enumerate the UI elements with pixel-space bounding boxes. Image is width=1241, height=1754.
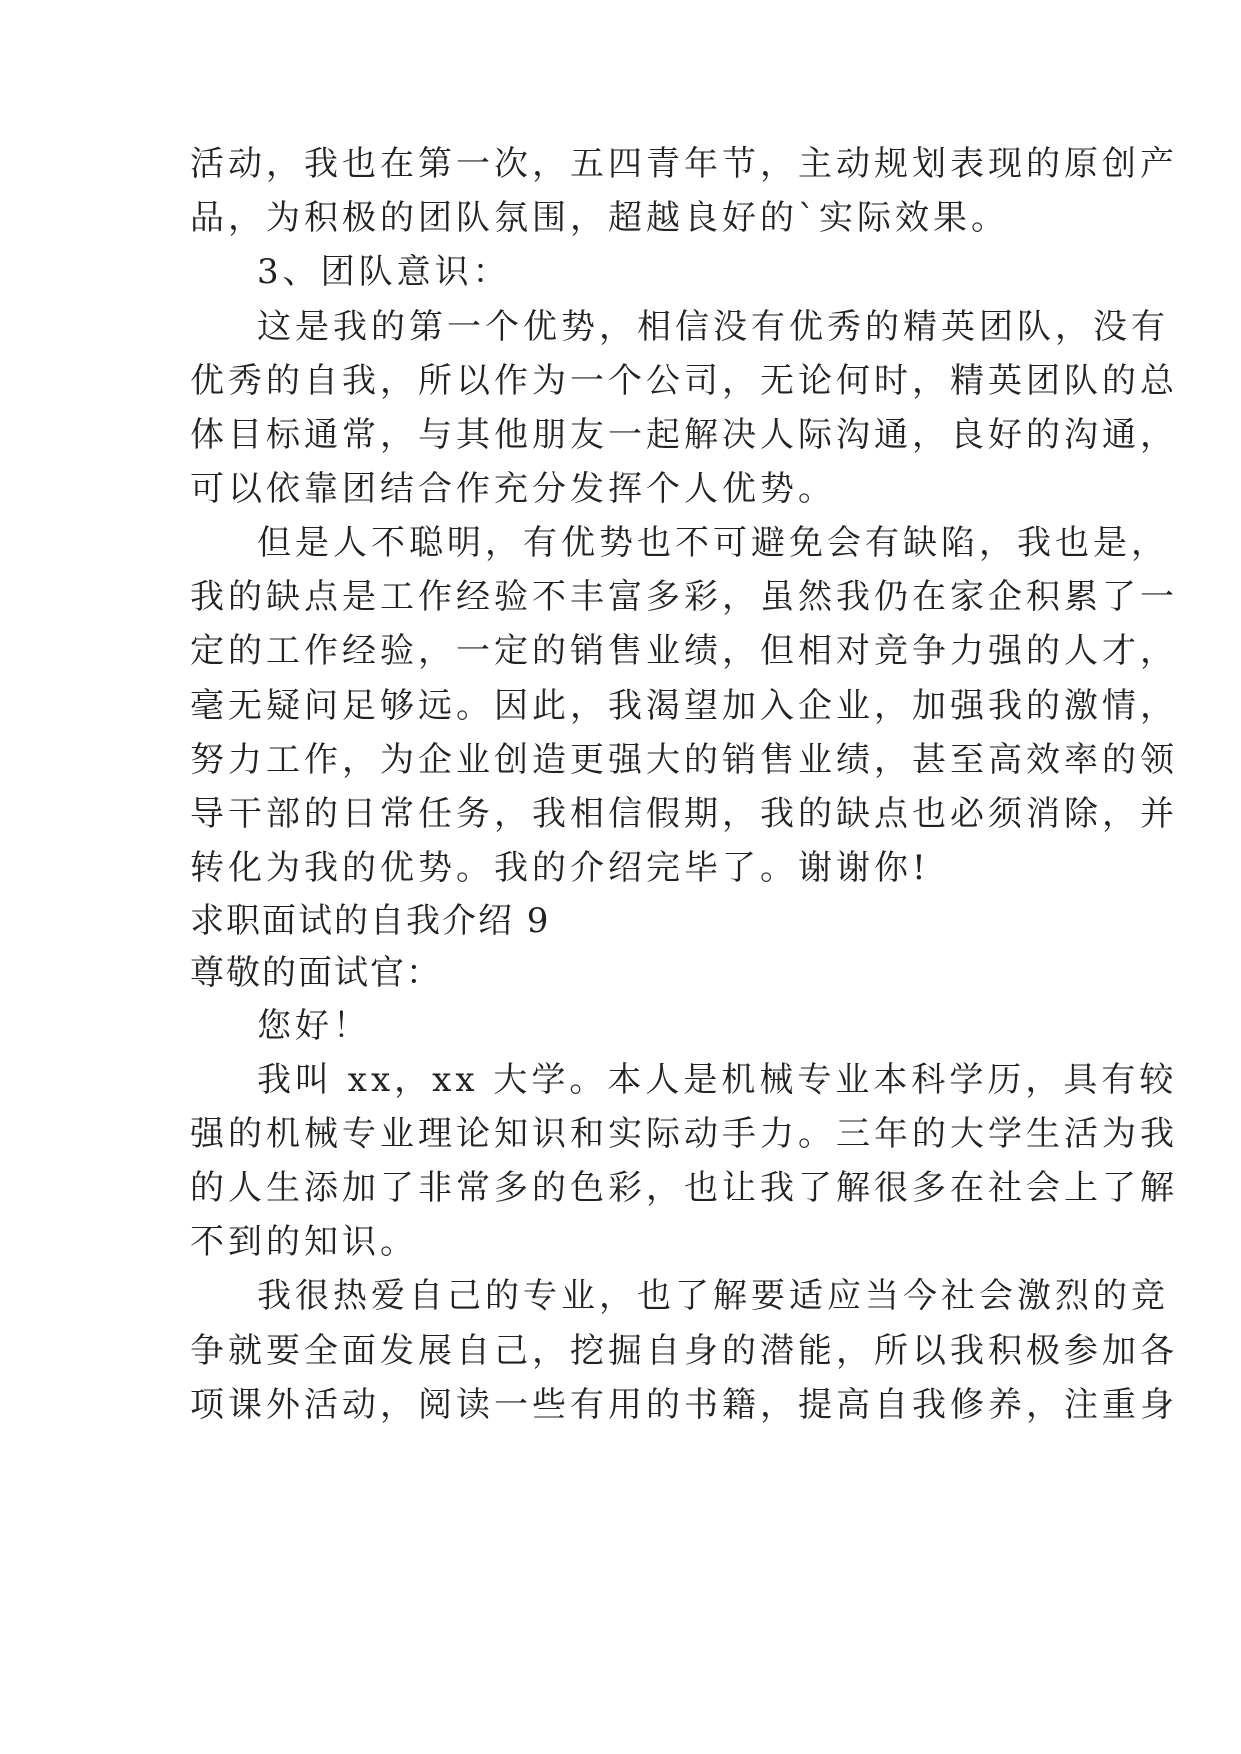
- body-text-line: 强的机械专业理论知识和实际动手力。三年的大学生活为我: [190, 1114, 1178, 1154]
- body-text-line: 的人生添加了非常多的色彩，也让我了解很多在社会上了解: [190, 1168, 1178, 1208]
- body-text-line: 品，为积极的团队氛围，超越良好的`实际效果。: [190, 198, 1009, 238]
- body-text-line: 我很热爱自己的专业，也了解要适应当今社会激烈的竞: [257, 1276, 1169, 1316]
- body-text-line: 项课外活动，阅读一些有用的书籍，提高自我修养，注重身: [190, 1385, 1178, 1425]
- body-text-line: 优秀的自我，所以作为一个公司，无论何时，精英团队的总: [190, 361, 1178, 401]
- body-text-line: 定的工作经验，一定的销售业绩，但相对竞争力强的人才，: [190, 631, 1178, 671]
- body-text-line: 毫无疑问足够远。因此，我渴望加入企业，加强我的激情，: [190, 686, 1178, 726]
- document-title: 求职面试的自我介绍 9: [190, 901, 551, 941]
- body-text-line: 但是人不聪明，有优势也不可避免会有缺陷，我也是，: [257, 523, 1169, 563]
- greeting: 您好！: [257, 1006, 371, 1046]
- section-heading: 3、团队意识：: [257, 252, 511, 292]
- salutation: 尊敬的面试官：: [190, 953, 442, 993]
- body-text-line: 我的缺点是工作经验不丰富多彩，虽然我仍在家企积累了一: [190, 577, 1178, 617]
- body-text-line: 这是我的第一个优势，相信没有优秀的精英团队，没有: [257, 307, 1169, 347]
- body-text-line: 导干部的日常任务，我相信假期，我的缺点也必须消除，并: [190, 794, 1178, 834]
- body-text-line: 活动，我也在第一次，五四青年节，主动规划表现的原创产: [190, 144, 1178, 184]
- body-text-line: 不到的知识。: [190, 1222, 418, 1262]
- body-text-line: 转化为我的优势。我的介绍完毕了。谢谢你!: [190, 848, 930, 888]
- body-text-line: 我叫 xx，xx 大学。本人是机械专业本科学历，具有较: [257, 1060, 1178, 1100]
- body-text-line: 争就要全面发展自己，挖掘自身的潜能，所以我积极参加各: [190, 1331, 1178, 1371]
- body-text-line: 体目标通常，与其他朋友一起解决人际沟通，良好的沟通，: [190, 415, 1178, 455]
- body-text-line: 可以依靠团结合作充分发挥个人优势。: [190, 469, 836, 509]
- body-text-line: 努力工作，为企业创造更强大的销售业绩，甚至高效率的领: [190, 740, 1178, 780]
